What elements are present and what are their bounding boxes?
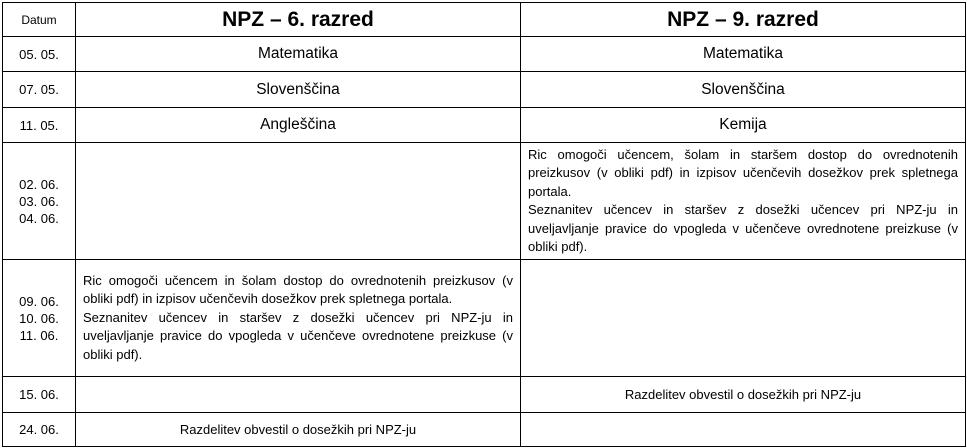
distribution-grade9: Razdelitev obvestil o dosežkih pri NPZ-ju bbox=[521, 377, 966, 413]
header-grade6: NPZ – 6. razred bbox=[76, 3, 521, 37]
subject-grade9: Matematika bbox=[521, 37, 966, 72]
date-line: 04. 06. bbox=[19, 210, 59, 226]
row-dates bbox=[3, 143, 76, 260]
info-paragraph: Ric omogoči učencem in šolam dostop do ovrednotenih preizkusov (v obliki pdf) in izpisov učenčevih dosežkov prek spletnega portala. bbox=[83, 272, 513, 307]
table-row bbox=[3, 377, 966, 413]
date-line: 10. 06. bbox=[19, 310, 59, 326]
table-row bbox=[3, 260, 966, 377]
empty-cell bbox=[76, 143, 521, 260]
subject-grade9: Slovenščina bbox=[521, 72, 966, 108]
subject-grade6: Slovenščina bbox=[76, 72, 521, 108]
schedule-table bbox=[2, 2, 966, 447]
results-info-grade9 bbox=[521, 143, 966, 260]
table-row bbox=[3, 37, 966, 72]
info-paragraph: Ric omogoči učencem, šolam in staršem dostop do ovrednotenih preizkusov (v obliki pdf) in izpisov učenčevih dosežkov prek spletnega portala. bbox=[528, 146, 958, 199]
row-dates bbox=[3, 260, 76, 377]
row-date: 11. 05. bbox=[3, 108, 76, 143]
info-paragraph: Seznanitev učencev in staršev z dosežki učencev pri NPZ-ju in uveljavljanje pravice do vpogleda v učenčeve ovrednotene preizkuse (v obliki pdf). bbox=[528, 202, 958, 254]
info-paragraph: Seznanitev učencev in staršev z dosežki učencev pri NPZ-ju in uveljavljanje pravice do vpogleda v učenčeve ovrednotene preizkuse (v obliki pdf). bbox=[83, 309, 513, 362]
header-date: Datum bbox=[3, 3, 76, 37]
table-row bbox=[3, 143, 966, 260]
empty-cell bbox=[76, 377, 521, 413]
subject-grade6: Angleščina bbox=[76, 108, 521, 143]
results-info-grade6 bbox=[76, 260, 521, 377]
header-grade9: NPZ – 9. razred bbox=[521, 3, 966, 37]
subject-grade9: Kemija bbox=[521, 108, 966, 143]
row-date: 05. 05. bbox=[3, 37, 76, 72]
subject-grade6: Matematika bbox=[76, 37, 521, 72]
row-date: 24. 06. bbox=[3, 413, 76, 447]
date-line: 02. 06. bbox=[19, 176, 59, 192]
date-line: 03. 06. bbox=[19, 193, 59, 209]
empty-cell bbox=[521, 413, 966, 447]
empty-cell bbox=[521, 260, 966, 377]
row-date: 15. 06. bbox=[3, 377, 76, 413]
table-row bbox=[3, 72, 966, 108]
row-date: 07. 05. bbox=[3, 72, 76, 108]
table-row bbox=[3, 108, 966, 143]
date-line: 09. 06. bbox=[19, 293, 59, 309]
table-row bbox=[3, 413, 966, 447]
distribution-grade6: Razdelitev obvestil o dosežkih pri NPZ-ju bbox=[76, 413, 521, 447]
header-row bbox=[3, 3, 966, 37]
date-line: 11. 06. bbox=[19, 327, 59, 343]
